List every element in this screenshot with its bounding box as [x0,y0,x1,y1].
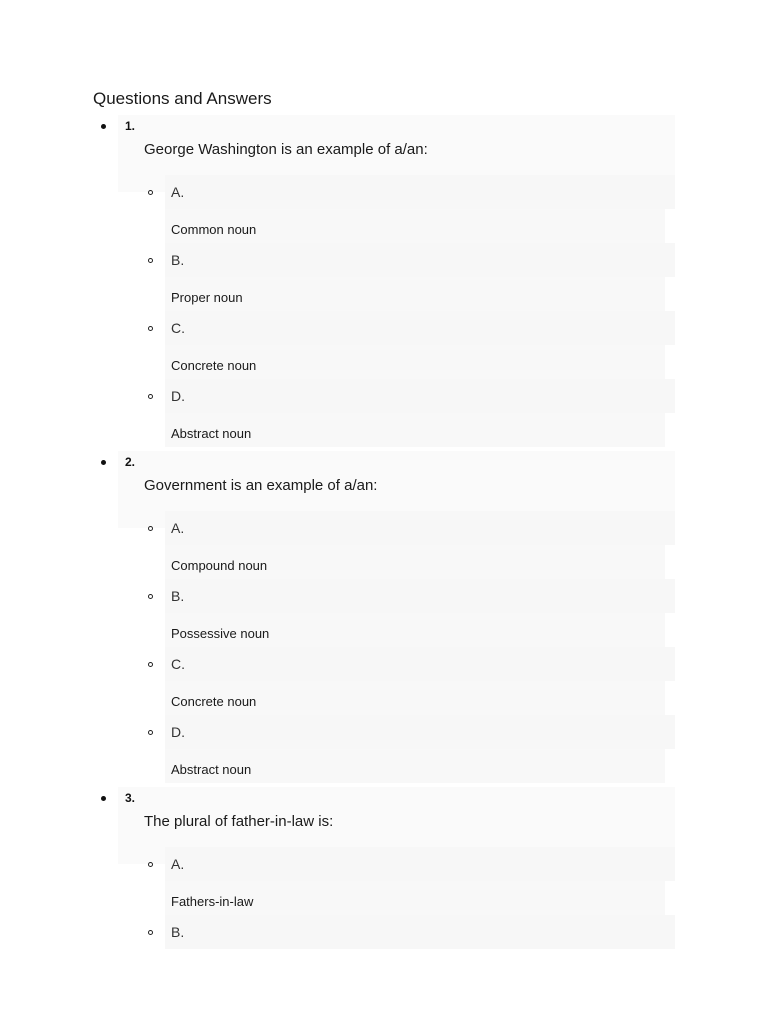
option-letter-box [165,647,675,681]
bullet-icon [101,796,106,801]
question-number: 3. [125,791,136,805]
answer-option[interactable] [0,243,768,311]
option-letter: C. [171,320,185,336]
circle-bullet-icon [148,258,153,263]
option-letter-box [165,379,675,413]
option-letter: A. [171,520,185,536]
question-number-box [118,787,675,809]
question-number: 1. [125,119,136,133]
option-text: Fathers-in-law [171,894,254,909]
option-letter: D. [171,724,185,740]
option-letter-box [165,243,675,277]
circle-bullet-icon [148,730,153,735]
circle-bullet-icon [148,526,153,531]
option-text: Abstract noun [171,762,252,777]
option-letter-box [165,915,675,949]
question-text: George Washington is an example of a/an: [144,141,428,158]
option-letter: B. [171,588,185,604]
answer-option[interactable] [0,311,768,379]
answer-option[interactable] [0,579,768,647]
option-text: Concrete noun [171,358,257,373]
option-letter-box [165,715,675,749]
option-letter-box [165,579,675,613]
answer-option[interactable] [0,511,768,579]
answer-option[interactable] [0,915,768,940]
circle-bullet-icon [148,862,153,867]
option-text: Abstract noun [171,426,252,441]
answer-option[interactable] [0,647,768,715]
answer-option[interactable] [0,847,768,915]
option-letter-box [165,175,675,209]
page-title: Questions and Answers [93,89,272,108]
option-letter: C. [171,656,185,672]
option-text: Common noun [171,222,257,237]
question-number-box [118,451,675,473]
option-text: Compound noun [171,558,268,573]
circle-bullet-icon [148,394,153,399]
option-letter: B. [171,252,185,268]
option-text: Possessive noun [171,626,270,641]
option-letter: B. [171,924,185,940]
option-letter-box [165,847,675,881]
option-letter: A. [171,856,185,872]
bullet-icon [101,124,106,129]
question-number-box [118,115,675,137]
option-letter: D. [171,388,185,404]
answer-option[interactable] [0,379,768,447]
option-letter-box [165,311,675,345]
circle-bullet-icon [148,662,153,667]
answer-option[interactable] [0,715,768,783]
bullet-icon [101,460,106,465]
question-number: 2. [125,455,136,469]
question-text: Government is an example of a/an: [144,477,378,494]
option-letter-box [165,511,675,545]
circle-bullet-icon [148,326,153,331]
option-text: Proper noun [171,290,243,305]
answer-option[interactable] [0,175,768,243]
circle-bullet-icon [148,190,153,195]
circle-bullet-icon [148,930,153,935]
option-text: Concrete noun [171,694,257,709]
option-letter: A. [171,184,185,200]
circle-bullet-icon [148,594,153,599]
question-text: The plural of father-in-law is: [144,813,334,830]
